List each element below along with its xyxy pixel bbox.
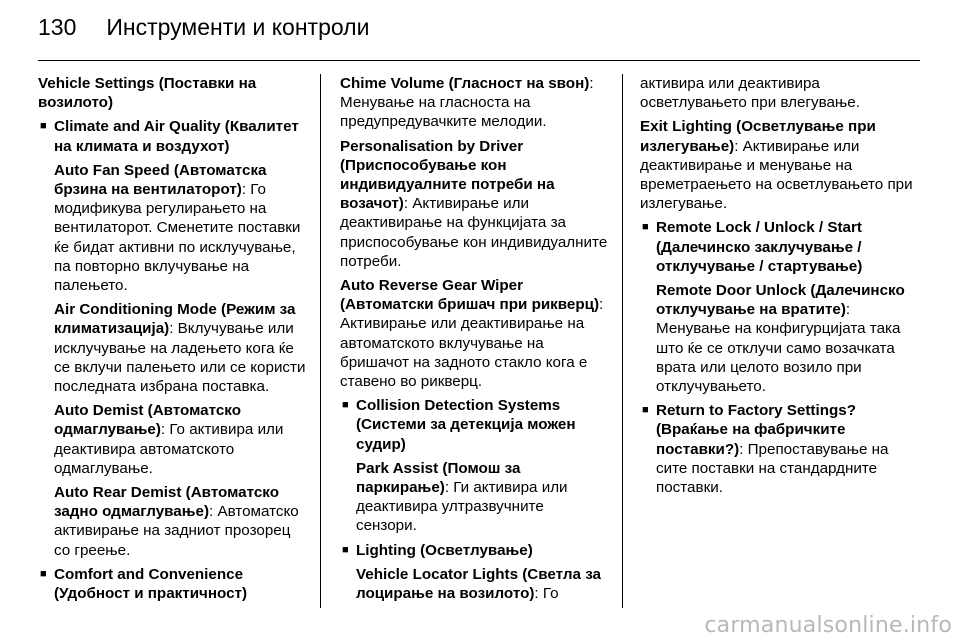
setting-name: Air Conditioning Mode (Режим за климатизација): [54, 301, 296, 338]
setting-name: Auto Demist (Автоматско одмаглување): [54, 402, 241, 439]
setting-name: Auto Fan Speed (Автоматска брзина на вентилаторот): [54, 161, 267, 199]
setting-name: Auto Reverse Gear Wiper (Автоматски бришач при рикверц): [340, 277, 600, 314]
bullet-paragraph: [656, 401, 918, 497]
bullet-item: [38, 565, 308, 603]
setting-description: : Менување на гласноста на предупредувачките мелодии.: [340, 75, 594, 131]
header-divider: [38, 60, 920, 61]
page-title: Инструменти и контроли: [106, 14, 370, 40]
setting-paragraph: [54, 161, 308, 295]
setting-paragraph: [54, 483, 308, 560]
setting-description: : Ги активира или деактивира ултразвучните сензори.: [356, 479, 568, 535]
bullet-square-icon: ■: [642, 221, 649, 234]
setting-name: Vehicle Locator Lights (Светла за лоцирање на возилото): [356, 565, 602, 603]
setting-paragraph: [340, 137, 608, 271]
setting-description: : Го: [534, 585, 559, 603]
setting-paragraph: [340, 74, 608, 132]
bullet-item: [640, 401, 918, 497]
bullet-heading: Comfort and Convenience (Удобност и практичност): [54, 565, 248, 603]
section-heading: Vehicle Settings (Поставки на возилото): [38, 75, 257, 112]
setting-description: : Активирање или деактивирање на автоматското вклучување на бришачот на задното стакло кога е ставено во рикверц.: [340, 296, 604, 391]
setting-paragraph: [54, 401, 308, 478]
page-number: 130: [38, 14, 77, 40]
setting-name: Remote Door Unlock (Далечинско отклучување на вратите): [656, 282, 905, 319]
setting-description: : Автоматско активирање на задниот прозорец со греење.: [54, 503, 299, 559]
setting-paragraph: [340, 276, 608, 391]
setting-name: Exit Lighting (Осветлување при излегување): [640, 118, 876, 155]
bullet-square-icon: ■: [342, 543, 349, 556]
setting-description: : Го модификува регулирањето на вентилаторот. Сменетите поставки ќе бидат активни по исклучување, па повторно вклучување на палењето.: [54, 181, 301, 295]
setting-description: : Активирање или деактивирање и менување на времетраењето на осветлувањето при излегување.: [640, 137, 913, 213]
setting-name: Auto Rear Demist (Автоматско задно одмаглување): [54, 484, 279, 521]
bullet-item: [340, 396, 608, 454]
setting-name: Personalisation by Driver (Приспособување кон индивидуалните потреби на возачот): [340, 137, 555, 213]
column-divider-2: [622, 74, 623, 608]
setting-description: : Вклучување или исклучување на ладењето кога ќе се вклучи палењето или се користи последната избрана поставка.: [54, 320, 306, 396]
bullet-heading: Remote Lock / Unlock / Start (Далечинско заклучување / отклучување / стартување): [656, 219, 863, 275]
bullet-heading: Collision Detection Systems (Системи за детекција можен судир): [356, 397, 576, 453]
setting-description: : Активирање или деактивирање на функцијата за приспособување кон индивидуалните потреби.: [340, 195, 608, 270]
setting-paragraph: [356, 459, 608, 536]
bullet-square-icon: ■: [40, 120, 47, 133]
bullet-item: [640, 218, 918, 276]
column-divider-1: [320, 74, 321, 608]
bullet-heading: Climate and Air Quality (Квалитет на климата и воздухот): [54, 118, 299, 155]
setting-description: : Менување на конфигурцијата така што ќе се отклучи само возачката врата или целото возило при отклучувањето.: [656, 301, 901, 396]
continued-text: активира или деактивира осветлувањето при влегување.: [640, 75, 860, 112]
bullet-square-icon: ■: [342, 399, 349, 412]
bullet-heading: Return to Factory Settings? (Враќање на фабричките поставки?): [656, 402, 856, 458]
bullet-item: [38, 117, 308, 155]
setting-name: Park Assist (Помош за паркирање): [356, 459, 521, 497]
setting-paragraph: [54, 300, 308, 396]
setting-paragraph: [640, 117, 918, 213]
column-2: [340, 74, 608, 608]
column-1: [38, 74, 308, 608]
bullet-square-icon: ■: [40, 567, 47, 580]
bullet-heading: Lighting (Осветлување): [356, 541, 533, 559]
page-header: [38, 14, 369, 50]
setting-name: Chime Volume (Гласност на ѕвон): [340, 75, 590, 92]
bullet-square-icon: ■: [642, 404, 649, 417]
setting-paragraph: [656, 281, 918, 396]
watermark: carmanualsonline.info: [704, 613, 952, 638]
column-3: [640, 74, 918, 502]
setting-paragraph: [356, 565, 608, 603]
bullet-item: [340, 541, 608, 560]
setting-description: : Го активира или деактивира автоматското одмаглување.: [54, 421, 284, 477]
setting-description: : Препоставување на сите поставки на стандардните поставки.: [656, 440, 889, 497]
